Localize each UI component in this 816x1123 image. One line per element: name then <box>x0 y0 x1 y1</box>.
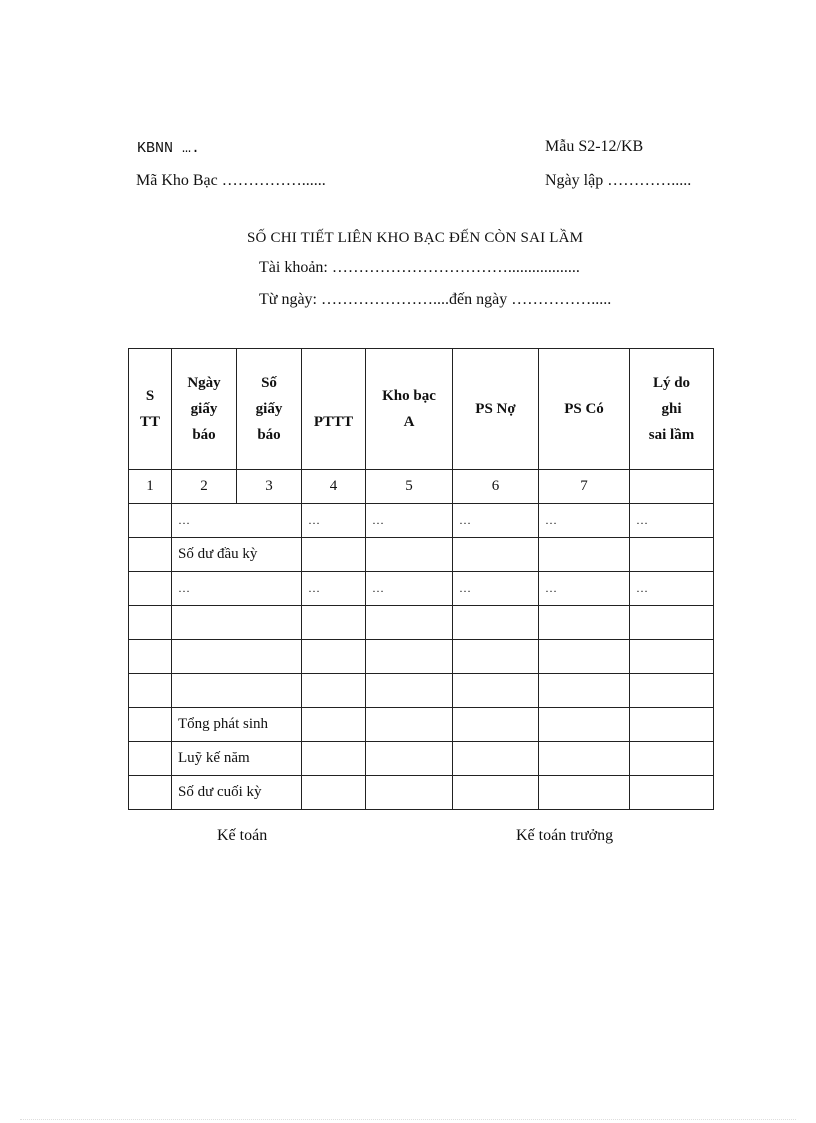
signature-ke-toan-truong: Kế toán trưởng <box>516 827 614 844</box>
ledger-table <box>128 348 714 810</box>
table-row <box>129 674 714 708</box>
page-bottom-divider <box>20 1119 796 1120</box>
col-number: 4 <box>302 470 366 504</box>
so-du-dau-ky-cell: Số dư đầu kỳ <box>172 538 302 572</box>
col-number: 1 <box>129 470 172 504</box>
tu-ngay-label: Từ ngày: …………………....đến ngày ……………..... <box>259 291 612 308</box>
header-pttt: PTTT <box>302 349 366 470</box>
col-number: 3 <box>237 470 302 504</box>
ellipsis-cell: … <box>366 504 453 538</box>
header-kho-bac-a: Kho bạc A <box>366 349 453 470</box>
table-row <box>129 640 714 674</box>
tai-khoan-label: Tài khoản: …………………………….................. <box>259 259 580 276</box>
col-number: 5 <box>366 470 453 504</box>
table-row <box>129 708 714 742</box>
table-row <box>129 504 714 538</box>
luy-ke-nam-cell: Luỹ kế năm <box>172 742 302 776</box>
header-so-giay-bao: Số giấy báo <box>237 349 302 470</box>
ellipsis-cell: … <box>539 572 630 606</box>
header-ps-no: PS Nợ <box>453 349 539 470</box>
ellipsis-cell: … <box>453 572 539 606</box>
so-du-cuoi-ky-cell: Số dư cuối kỳ <box>172 776 302 810</box>
table-row <box>129 538 714 572</box>
ellipsis-cell: … <box>630 504 714 538</box>
form-code: Mẫu S2-12/KB <box>545 138 644 155</box>
header-stt: S TT <box>129 349 172 470</box>
table-row <box>129 776 714 810</box>
col-number: 7 <box>539 470 630 504</box>
ellipsis-cell: … <box>539 504 630 538</box>
col-number: 2 <box>172 470 237 504</box>
ma-kho-bac-label: Mã Kho Bạc ……………...... <box>136 172 326 189</box>
ellipsis-cell: … <box>366 572 453 606</box>
header-ngay-giay-bao: Ngày giấy báo <box>172 349 237 470</box>
table-row <box>129 606 714 640</box>
ellipsis-cell: … <box>302 504 366 538</box>
header-row <box>129 349 714 470</box>
ellipsis-cell: … <box>302 572 366 606</box>
tong-phat-sinh-cell: Tổng phát sinh <box>172 708 302 742</box>
ngay-lap-label: Ngày lập …………..... <box>545 172 692 189</box>
header-ps-co: PS Có <box>539 349 630 470</box>
table-row <box>129 572 714 606</box>
ellipsis-cell: … <box>172 504 302 538</box>
table-row <box>129 742 714 776</box>
col-number: 6 <box>453 470 539 504</box>
col-number <box>630 470 714 504</box>
kbnn-label: KBNN …. <box>137 140 201 157</box>
document-title: SỐ CHI TIẾT LIÊN KHO BẠC ĐẾN CÒN SAI LẦM <box>247 230 584 246</box>
ellipsis-cell: … <box>630 572 714 606</box>
ellipsis-cell: … <box>172 572 302 606</box>
column-number-row <box>129 470 714 504</box>
ellipsis-cell: … <box>453 504 539 538</box>
signature-ke-toan: Kế toán <box>217 827 268 844</box>
header-ly-do: Lý do ghi sai lầm <box>630 349 714 470</box>
